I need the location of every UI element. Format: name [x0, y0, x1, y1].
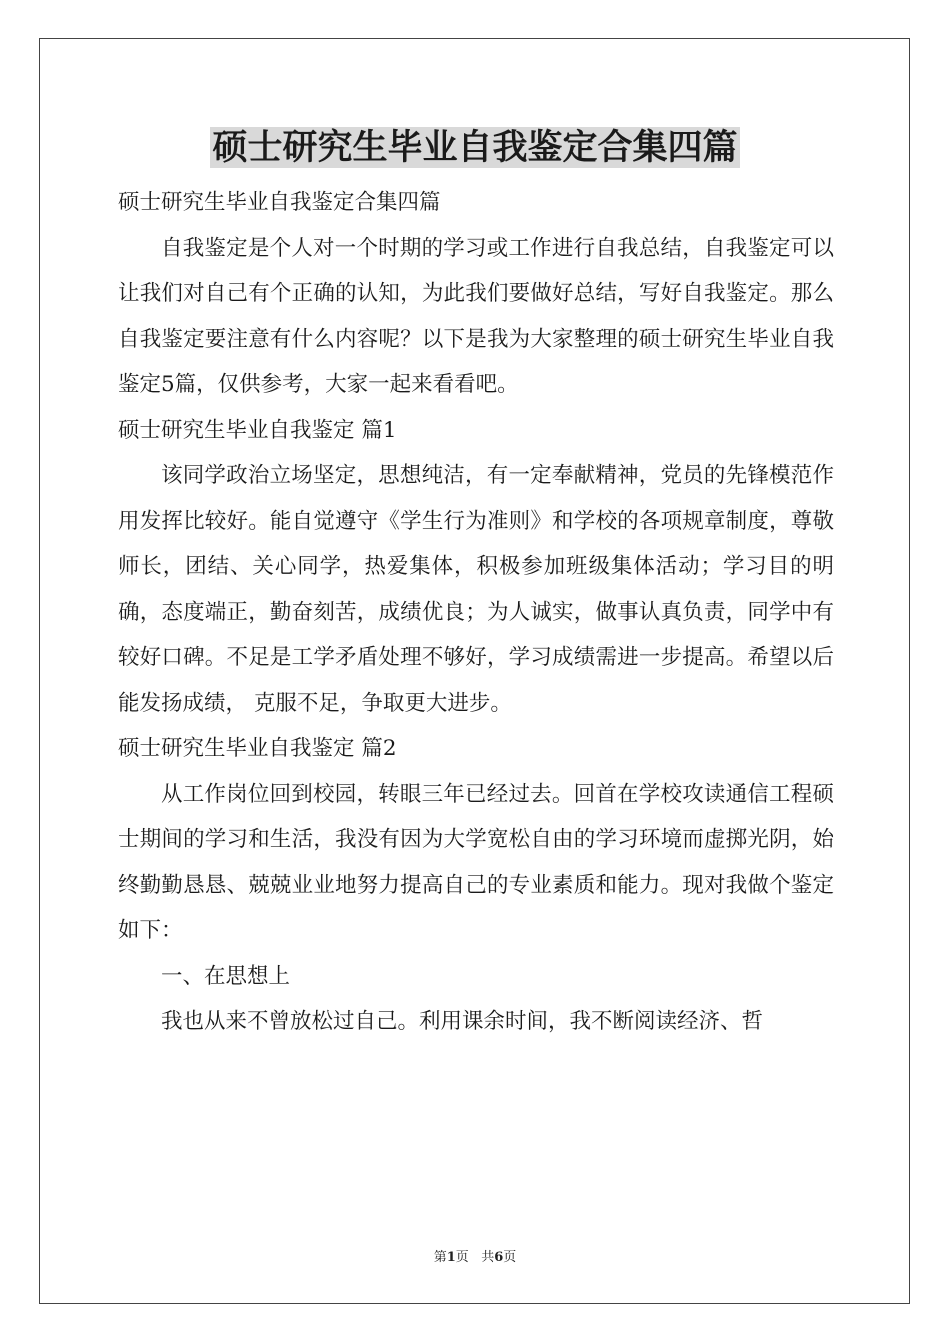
- intro-paragraph: 自我鉴定是个人对一个时期的学习或工作进行自我总结，自我鉴定可以让我们对自己有个正确的认知，为此我们要做好总结，写好自我鉴定。那么自我鉴定要注意有什么内容呢？以下是我为大家整理的硕士研究生毕业自我鉴定5篇，仅供参考，大家一起来看看吧。: [118, 235, 834, 397]
- section-2-heading: 硕士研究生毕业自我鉴定 篇2: [118, 736, 397, 761]
- section-2-subheading: 一、在思想上: [161, 963, 291, 989]
- section-2-paragraph-2: 我也从来不曾放松过自己。利用课余时间，我不断阅读经济、哲: [161, 1009, 764, 1034]
- page-total: 6: [494, 1250, 504, 1265]
- section-1-paragraph: 该同学政治立场坚定，思想纯洁，有一定奉献精神，党员的先锋模范作用发挥比较好。能自觉遵守《学生行为准则》和学校的各项规章制度，尊敬师长，团结、关心同学，热爱集体，积极参加班级集体活动；学习目的明确，态度端正，勤奋刻苦，成绩优良；为人诚实，做事认真负责，同学中有较好口碑。不足是工学矛盾处理不够好，学习成绩需进一步提高。希望以后能发扬成绩， 克服不足，争取更大进步。: [118, 463, 834, 716]
- total-prefix: 共: [481, 1250, 495, 1265]
- document-body: [118, 180, 834, 1045]
- total-suffix: 页: [503, 1250, 517, 1265]
- section-2-paragraph: 从工作岗位回到校园，转眼三年已经过去。回首在学校攻读通信工程硕士期间的学习和生活，我没有因为大学宽松自由的学习环境而虚掷光阴，始终勤勤恳恳、兢兢业业地努力提高自己的专业素质和能力。现对我做个鉴定如下：: [118, 781, 834, 943]
- page-footer: [0, 1250, 950, 1266]
- section-1-heading: 硕士研究生毕业自我鉴定 篇1: [118, 417, 397, 443]
- page-number: 1: [446, 1250, 456, 1265]
- document-title-text: 硕士研究生毕业自我鉴定合集四篇: [212, 127, 738, 168]
- page-prefix: 第: [433, 1250, 447, 1265]
- document-subtitle: 硕士研究生毕业自我鉴定合集四篇: [118, 190, 441, 215]
- page-suffix: 页: [455, 1250, 469, 1265]
- document-title: [0, 126, 950, 170]
